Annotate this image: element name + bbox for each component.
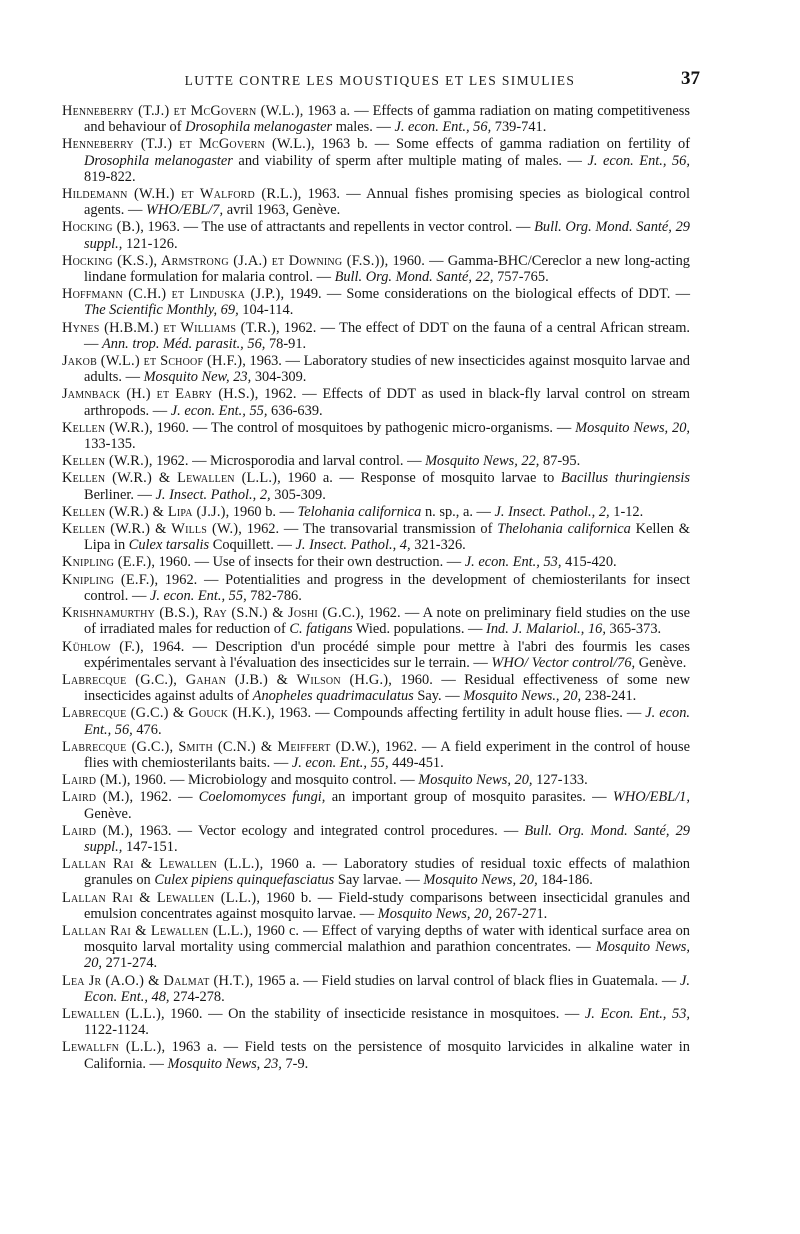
reference-entry	[62, 705, 690, 737]
reference-text: Hoffmann (C.H.) et Linduska (J.P.), 1949. — Some considerations on the biological effects of DDT. —	[62, 286, 690, 303]
reference-entry	[62, 772, 690, 788]
reference-entry	[62, 286, 690, 318]
reference-entry	[62, 605, 690, 637]
reference-entry	[62, 856, 690, 888]
citation-italic: J. Insect. Pathol., 2,	[155, 486, 271, 503]
reference-text: 121-126.	[122, 235, 178, 252]
citation-italic: Bull. Org. Mond. Santé, 22,	[334, 269, 494, 286]
reference-entry	[62, 253, 690, 285]
citation-italic: J. econ. Ent., 55,	[291, 754, 389, 771]
reference-entry	[62, 554, 690, 570]
reference-text: 274-278.	[169, 988, 225, 1005]
citation-italic: J. econ. Ent., 56,	[394, 119, 492, 136]
citation-italic: Bacillus thuringiensis	[560, 470, 690, 487]
reference-text: 365-373.	[605, 621, 662, 638]
reference-entry	[62, 386, 690, 418]
page-number: 37	[681, 68, 700, 89]
reference-entry	[62, 320, 690, 352]
reference-text: Hynes (H.B.M.) et Williams (T.R.), 1962. — The effect of DDT on the fauna of a central African stream. —	[62, 319, 690, 352]
reference-text: Kellen (W.R.) & Lipa (J.J.), 1960 b. —	[62, 503, 298, 520]
reference-text: Kellen & Lipa in	[84, 521, 690, 554]
reference-text: Henneberry (T.J.) et McGovern (W.L.), 1963 b. — Some effects of gamma radiation on fertility of	[62, 136, 691, 153]
reference-text: and viability of sperm after multiple mating of males. —	[232, 152, 588, 169]
citation-italic: Coelomomyces fungi,	[198, 789, 326, 806]
reference-text: 782-786.	[246, 587, 302, 604]
reference-entry	[62, 136, 690, 185]
reference-text: 147-151.	[122, 838, 178, 855]
citation-italic: Mosquito News, 20,	[418, 772, 533, 789]
reference-entry	[62, 504, 690, 520]
reference-text: 184-186.	[537, 872, 593, 889]
reference-entry	[62, 103, 690, 135]
reference-text: 78-91.	[265, 335, 307, 352]
reference-text: Henneberry (T.J.) et McGovern (W.L.), 1963 a. — Effects of gamma radiation on mating competitiveness and behaviour of	[62, 103, 690, 136]
running-header	[60, 68, 700, 94]
reference-text: Labrecque (G.C.) & Gouck (H.K.), 1963. — Compounds affecting fertility in adult house flies. —	[62, 705, 646, 722]
reference-entry	[62, 1006, 690, 1038]
reference-text: Knipling (E.F.), 1960. — Use of insects for their own destruction. —	[62, 554, 465, 571]
citation-italic: Telohania californica	[297, 503, 422, 520]
reference-text: Berliner. —	[84, 486, 156, 503]
reference-text: Kühlow (F.), 1964. — Description d'un procédé simple pour mettre à l'abri des fourmis les cases expérimentales servant à l'évaluation des insecticides sur le terrain. —	[62, 638, 691, 671]
reference-text: Krishnamurthy (B.S.), Ray (S.N.) & Joshi (G.C.), 1962. — A note on preliminary field studies on the use of irradiated males for reduction of	[62, 605, 690, 638]
citation-italic: Mosquito News., 20,	[463, 688, 582, 705]
reference-text: Lallan Rai & Lewallen (L.L.), 1960 b. — Field-study comparisons between insecticidal granules and emulsion concentrates against mosquito larvae. —	[62, 889, 690, 922]
reference-entry	[62, 572, 690, 604]
reference-text: 238-241.	[581, 688, 637, 705]
citation-italic: J. econ. Ent., 55,	[149, 587, 247, 604]
reference-text: Kellen (W.R.) & Lewallen (L.L.), 1960 a. — Response of mosquito larvae to	[62, 470, 561, 487]
reference-entry	[62, 1039, 690, 1071]
reference-text: 7-9.	[281, 1055, 309, 1072]
citation-italic: J. econ. Ent., 53,	[464, 554, 562, 571]
reference-text: 449-451.	[388, 754, 444, 771]
reference-text: Laird (M.), 1960. — Microbiology and mosquito control. —	[62, 772, 419, 789]
reference-text: 267-271.	[492, 905, 548, 922]
reference-entry	[62, 470, 690, 502]
reference-entry	[62, 789, 690, 821]
reference-entry	[62, 521, 690, 553]
citation-italic: Mosquito News, 23,	[167, 1055, 282, 1072]
citation-italic: Bull. Org. Mond. Santé, 29 suppl.,	[84, 219, 690, 252]
citation-italic: Ind. J. Malariol., 16,	[486, 621, 606, 638]
reference-entry	[62, 420, 690, 452]
citation-italic: J. econ. Ent., 55,	[170, 402, 268, 419]
reference-text: 304-309.	[251, 369, 307, 386]
citation-italic: J. econ. Ent., 56,	[84, 705, 691, 738]
reference-text: 271-274.	[102, 955, 158, 972]
reference-text: 757-765.	[493, 269, 549, 286]
citation-italic: WHO/EBL/1,	[612, 789, 690, 806]
citation-italic: Mosquito News, 20,	[84, 939, 690, 972]
reference-text: an important group of mosquito parasites. —	[325, 789, 613, 806]
citation-italic: Mosquito News, 20,	[423, 872, 538, 889]
reference-text: 87-95.	[539, 453, 581, 470]
citation-italic: Drosophila melanogaster	[185, 119, 333, 136]
reference-entry	[62, 739, 690, 771]
citation-italic: J. econ. Ent., 56,	[587, 152, 690, 169]
citation-italic: Thelohania californica	[497, 521, 631, 538]
reference-text: Jamnback (H.) et Eabry (H.S.), 1962. — Effects of DDT as used in black-fly larval control on stream arthropods. —	[62, 386, 690, 419]
reference-text: n. sp., a. —	[421, 503, 495, 520]
citation-italic: The Scientific Monthly, 69,	[84, 302, 239, 319]
reference-text: 127-133.	[532, 772, 588, 789]
reference-entry	[62, 890, 690, 922]
running-title: LUTTE CONTRE LES MOUSTIQUES ET LES SIMULIES	[184, 73, 576, 88]
citation-italic: J. Insect. Pathol., 2,	[494, 503, 610, 520]
reference-entry	[62, 453, 690, 469]
reference-text: Lewallen (L.L.), 1960. — On the stability of insecticide resistance in mosquitoes. —	[62, 1005, 585, 1022]
citation-italic: J. Insect. Pathol., 4,	[295, 537, 411, 554]
citation-italic: WHO/EBL/7,	[145, 202, 224, 219]
citation-italic: Mosquito New, 23,	[143, 369, 252, 386]
reference-text: Say. —	[413, 688, 464, 705]
citation-italic: J. Econ. Ent., 53,	[584, 1005, 690, 1022]
citation-italic: Ann. trop. Méd. parasit., 56,	[102, 335, 266, 352]
reference-text: Hildemann (W.H.) et Walford (R.L.), 1963. — Annual fishes promising species as biological control agents. —	[62, 186, 690, 219]
reference-entry	[62, 219, 690, 251]
reference-entry	[62, 973, 690, 1005]
citation-italic: J. Econ. Ent., 48,	[84, 972, 690, 1005]
reference-text: Kellen (W.R.) & Wills (W.), 1962. — The transovarial transmission of	[62, 521, 498, 538]
reference-text: Lewallfn (L.L.), 1963 a. — Field tests on the persistence of mosquito larvicides in alkaline water in California. —	[62, 1039, 690, 1072]
reference-text: Knipling (E.F.), 1962. — Potentialities and progress in the development of chemiosterilants for insect control. —	[62, 571, 690, 604]
reference-text: 104-114.	[238, 302, 294, 319]
reference-text: Labrecque (G.C.), Gahan (J.B.) & Wilson (H.G.), 1960. — Residual effectiveness of some new insecticides against adults of	[62, 671, 690, 705]
citation-italic: Drosophila melanogaster	[84, 152, 233, 169]
reference-entry	[62, 923, 690, 972]
citation-italic: Mosquito News, 22,	[425, 453, 540, 470]
reference-text: 476.	[132, 721, 162, 738]
reference-text: 415-420.	[561, 554, 617, 571]
reference-entry	[62, 823, 690, 855]
reference-entry	[62, 672, 690, 704]
reference-text: Lallan Rai & Lewallen (L.L.), 1960 a. — Laboratory studies of residual toxic effects of malathion granules on	[62, 856, 690, 889]
citation-italic: Mosquito News, 20,	[575, 419, 690, 436]
reference-entry	[62, 186, 690, 218]
bibliography-list	[62, 103, 690, 1072]
reference-text: 819-822.	[84, 168, 136, 185]
reference-text: 636-639.	[267, 402, 323, 419]
reference-text: Hocking (K.S.), Armstrong (J.A.) et Downing (F.S.)), 1960. — Gamma-BHC/Cereclor a new long-acting lindane formulation for malaria control. —	[62, 252, 691, 286]
reference-text: avril 1963, Genève.	[223, 202, 341, 219]
reference-text: Laird (M.), 1963. — Vector ecology and integrated control procedures. —	[62, 822, 525, 839]
reference-text: males. —	[332, 119, 395, 136]
citation-italic: Culex tarsalis	[128, 537, 210, 554]
reference-entry	[62, 353, 690, 385]
reference-text: 133-135.	[84, 436, 136, 453]
reference-text: Say larvae. —	[334, 872, 424, 889]
reference-text: Lea Jr (A.O.) & Dalmat (H.T.), 1965 a. — Field studies on larval control of black flies in Guatemala. —	[62, 972, 680, 989]
citation-italic: C. fatigans	[289, 621, 353, 638]
reference-text: Genève.	[84, 805, 132, 822]
reference-text: Genève.	[635, 654, 687, 671]
reference-text: Wied. populations. —	[352, 621, 487, 638]
reference-text: Labrecque (G.C.), Smith (C.N.) & Meiffert (D.W.), 1962. — A field experiment in the control of house flies with chemiosterilants baits. —	[62, 738, 690, 771]
citation-italic: Bull. Org. Mond. Santé, 29 suppl.,	[84, 822, 690, 855]
reference-text: Lallan Rai & Lewallen (L.L.), 1960 c. — Effect of varying depths of water with identical surface area on mosquito larval mortality using commercial malathion and parathion concentrates. —	[62, 922, 690, 956]
reference-text: Kellen (W.R.), 1960. — The control of mosquitoes by pathogenic micro-organisms. —	[62, 419, 576, 436]
reference-text: 1-12.	[609, 503, 644, 520]
reference-entry	[62, 639, 690, 671]
reference-text: 1122-1124.	[84, 1022, 149, 1039]
reference-text: Hocking (B.), 1963. — The use of attractants and repellents in vector control. —	[62, 219, 535, 236]
citation-italic: Culex pipiens quinquefasciatus	[154, 872, 335, 889]
reference-text: 321-326.	[410, 537, 466, 554]
reference-text: 739-741.	[491, 119, 547, 136]
reference-text: Kellen (W.R.), 1962. — Microsporodia and larval control. —	[62, 453, 426, 470]
reference-text: Jakob (W.L.) et Schoof (H.F.), 1963. — Laboratory studies of new insecticides against mosquito larvae and adults. —	[62, 353, 690, 386]
reference-text: Laird (M.), 1962. —	[62, 789, 199, 806]
citation-italic: Anopheles quadrimaculatus	[252, 688, 414, 705]
reference-text: 305-309.	[270, 486, 326, 503]
citation-italic: WHO/ Vector control/76,	[491, 654, 636, 671]
reference-text: Coquillett. —	[209, 537, 296, 554]
citation-italic: Mosquito News, 20,	[377, 905, 493, 922]
